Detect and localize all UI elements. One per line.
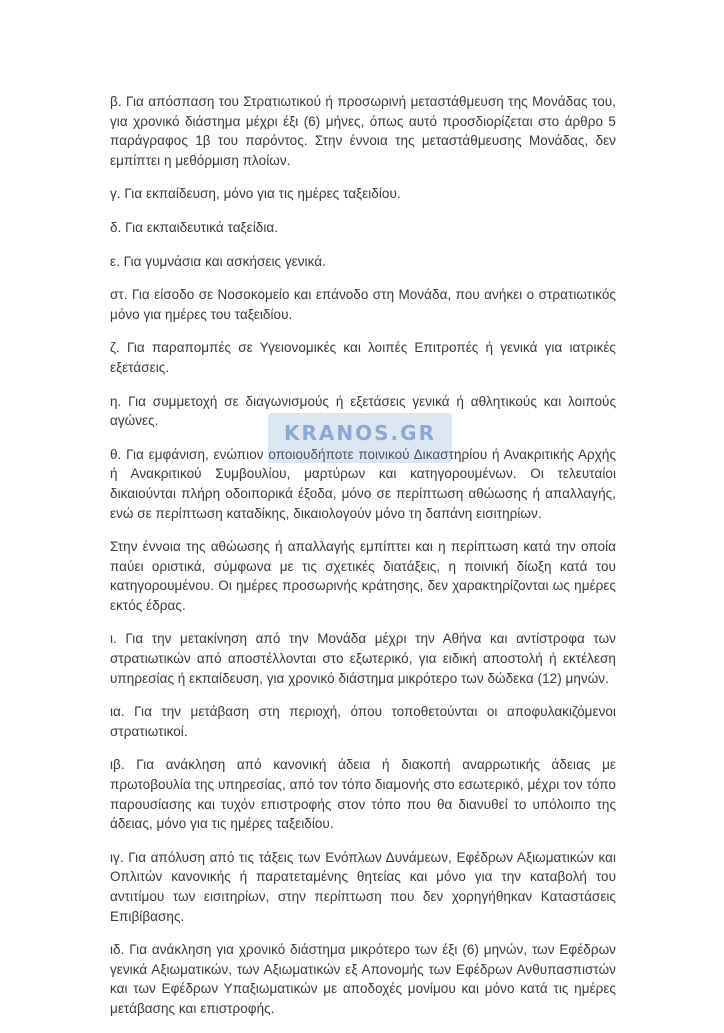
paragraph-h: η. Για συμμετοχή σε διαγωνισμούς ή εξετάσεις γενικά ή αθλητικούς και λοιπούς αγώνες. xyxy=(110,393,616,429)
paragraph-ib: ιβ. Για ανάκληση από κανονική άδεια ή διακοπή αναρρωτικής άδειας με πρωτοβουλία της υπηρεσίας, από τον τόπο διαμονής στο εσωτερικό, μέχρι τον τόπο παρουσίασης και τυχόν επιστροφής στον τόπο που θα διανυθεί το υπόλοιπο της άδειας, μόνο για τις ημέρες ταξειδίου. xyxy=(110,757,616,832)
paragraph-st: στ. Για είσοδο σε Νοσοκομείο και επάνοδο στη Μονάδα, που ανήκει ο στρατιωτικός μόνο για ημέρες του ταξειδίου. xyxy=(110,287,616,322)
watermark-text: KRANOS.GR xyxy=(284,421,436,445)
paragraph-th: θ. Για εμφάνιση, ενώπιον οποιουδήποτε ποινικού Δικαστηρίου ή Ανακριτικής Αρχής ή Ανακριτικού Συμβουλίου, μαρτύρων και κατηγορουμένων. Οι τελευταίοι δικαιούνται πλήρη οδοιπορικά έξοδα, μόνο σε περίπτωση αθώωσης ή απαλλαγής, ενώ σε περίπτωση καταδίκης, δικαιολογούν μόνο τη δαπάνη εισιτηρίων. xyxy=(110,446,616,521)
paragraph-c: γ. Για εκπαίδευση, μόνο για τις ημέρες ταξειδίου. xyxy=(110,186,401,202)
document-body xyxy=(110,92,616,1033)
paragraph-e: ε. Για γυμνάσια και ασκήσεις γενικά. xyxy=(110,253,326,269)
paragraph-z: ζ. Για παραπομπές σε Υγειονομικές και λοιπές Επιτροπές ή γενικά για ιατρικές εξετάσεις. xyxy=(110,340,616,375)
paragraph-d: δ. Για εκπαιδευτικά ταξείδια. xyxy=(110,219,279,235)
paragraph-ia: ια. Για την μετάβαση στη περιοχή, όπου τοποθετούνται οι αποφυλακιζόμενοι στρατιωτικοί. xyxy=(110,704,616,739)
paragraph-acquittal-note: Στην έννοια της αθώωσης ή απαλλαγής εμπίπτει και η περίπτωση κατά την οποία παύει οριστικά, σύμφωνα με τις σχετικές διατάξεις, η ποινική δίωξη κατά του κατηγορουμένου. Οι ημέρες προσωρινής κράτησης, δεν χαρακτηρίζονται ως ημέρες εκτός έδρας. xyxy=(110,539,616,613)
paragraph-ig: ιγ. Για απόλυση από τις τάξεις των Ενόπλων Δυνάμεων, Εφέδρων Αξιωματικών και Οπλιτών κανονικής ή παρατεταμένης θητείας και μόνο για την καταβολή του αντιτίμου των εισιτηρίων, στην περίπτωση που δεν χορηγήθηκαν Καταστάσεις Επιβίβασης. xyxy=(110,849,616,924)
paragraph-id: ιδ. Για ανάκληση για χρονικό διάστημα μικρότερο των έξι (6) μηνών, των Εφέδρων γενικά Αξιωματικών, των Αξιωματικών εξ Απονομής των Εφέδρων Ανθυπασπιστών και των Εφέδρων Υπαξιωματικών με αποδοχές μονίμου και μόνο κατά τις ημέρες μετάβασης και επιστροφής. xyxy=(110,942,616,1016)
paragraph-i: ι. Για την μετακίνηση από την Μονάδα μέχρι την Αθήνα και αντίστροφα των στρατιωτικών από αποστέλλονται στο εξωτερικό, για ειδική αποστολή ή εκτέλεση υπηρεσίας ή εκπαίδευση, για χρονικό διάστημα μικρότερο των δώδεκα (12) μηνών. xyxy=(110,631,616,686)
paragraph-b: β. Για απόσπαση του Στρατιωτικού ή προσωρινή μεταστάθμευση της Μονάδας του, για χρονικό διάστημα μέχρι έξι (6) μήνες, όπως αυτό προσδιορίζεται στο άρθρο 5 παράγραφος 1β του παρόντος. Στην έννοια της μεταστάθμευσης Μονάδας, δεν εμπίπτει η μεθόρμιση πλοίων. xyxy=(110,94,616,168)
